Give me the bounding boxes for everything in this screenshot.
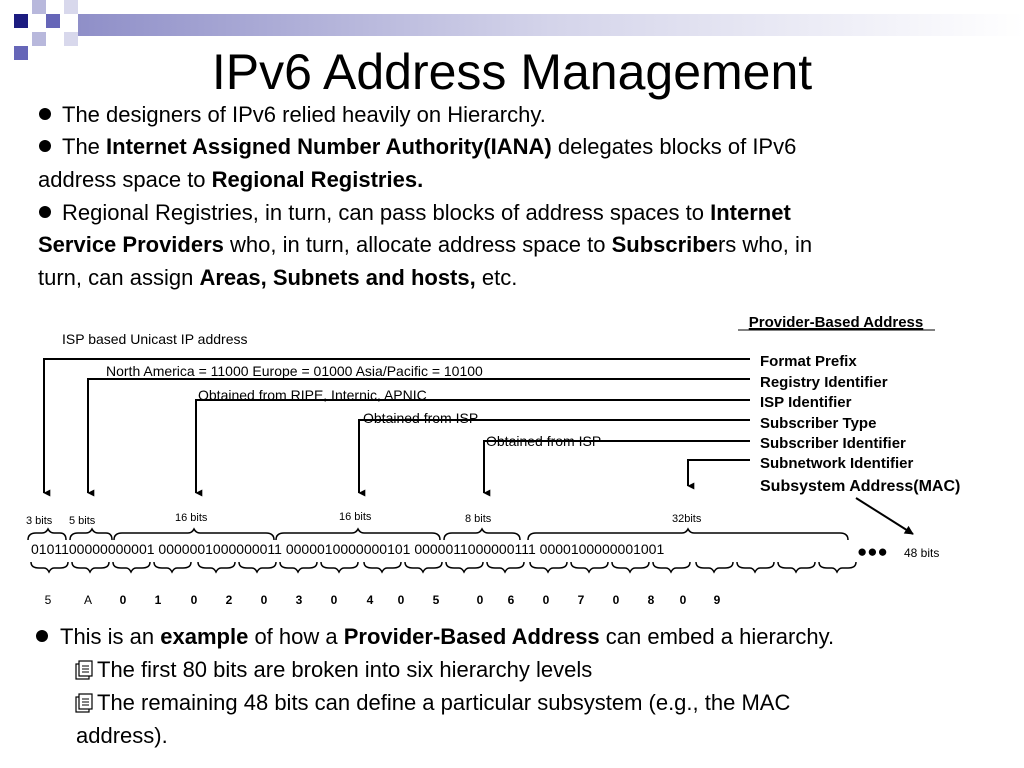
binary-address: 0101100000000001 0000001000000011 0000010000000101 0000011000000111 0000100000001001 bbox=[31, 541, 665, 557]
title-bar bbox=[78, 14, 1024, 36]
hex-digit: 5 bbox=[44, 593, 52, 607]
hex-digit: 4 bbox=[366, 593, 374, 607]
field-isp-identifier: ISP Identifier bbox=[760, 394, 852, 411]
hex-digit: 5 bbox=[432, 593, 440, 607]
bullet-2-line2: address space to Regional Registries. bbox=[38, 167, 424, 192]
lower-braces bbox=[31, 562, 856, 572]
field-subscriber-type: Subscriber Type bbox=[760, 415, 877, 432]
hex-digit: 0 bbox=[119, 593, 127, 607]
address-diagram bbox=[26, 314, 960, 607]
bullet-3-line1: Regional Registries, in turn, can pass blocks of address spaces to Internet bbox=[62, 200, 791, 225]
hex-digit: 1 bbox=[154, 593, 162, 607]
bit-width-16b: 16 bits bbox=[339, 511, 372, 523]
bit-width-32: 32bits bbox=[672, 513, 702, 525]
field-format-prefix: Format Prefix bbox=[760, 353, 857, 370]
bullet-dot bbox=[39, 140, 51, 152]
bit-width-5: 5 bits bbox=[69, 515, 96, 527]
hex-digit: 0 bbox=[476, 593, 484, 607]
hex-digit: 6 bbox=[507, 593, 515, 607]
bit-width-16a: 16 bits bbox=[175, 512, 208, 524]
obtained-isp-1: Obtained from ISP bbox=[363, 410, 479, 426]
hex-digit: A bbox=[83, 593, 93, 607]
notepad-icon bbox=[76, 694, 92, 712]
hex-digit: 3 bbox=[295, 593, 303, 607]
registry-codes: North America = 11000 Europe = 01000 Asia/Pacific = 10100 bbox=[106, 363, 483, 379]
bullet-dot bbox=[36, 630, 48, 642]
hex-digit: 0 bbox=[679, 593, 687, 607]
isp-caption: ISP based Unicast IP address bbox=[62, 331, 248, 347]
sub-bullet-2-line2: address). bbox=[76, 723, 168, 748]
bullet-dot bbox=[39, 206, 51, 218]
field-subsystem-address: Subsystem Address(MAC) bbox=[760, 478, 961, 495]
obtained-isp-2: Obtained from ISP bbox=[486, 433, 602, 449]
hex-digit: 0 bbox=[612, 593, 620, 607]
hex-digit: 0 bbox=[397, 593, 405, 607]
hex-digit: 8 bbox=[647, 593, 655, 607]
hex-digit: 9 bbox=[713, 593, 721, 607]
field-subnetwork-identifier: Subnetwork Identifier bbox=[760, 455, 914, 472]
bottom-bullets bbox=[36, 624, 834, 748]
hex-digit: 2 bbox=[225, 593, 233, 607]
diagram-heading: Provider-Based Address bbox=[748, 314, 924, 331]
upper-braces bbox=[28, 529, 848, 540]
bit-width-8: 8 bits bbox=[465, 513, 492, 525]
bullet-2-line1: The Internet Assigned Number Authority(IANA) delegates blocks of IPv6 bbox=[62, 134, 797, 159]
bottom-line-1: This is an example of how a Provider-Based Address can embed a hierarchy. bbox=[60, 624, 835, 649]
bullet-1: The designers of IPv6 relied heavily on Hierarchy. bbox=[62, 102, 546, 127]
field-subscriber-identifier: Subscriber Identifier bbox=[760, 435, 906, 452]
sub-bullet-2-line1: The remaining 48 bits can define a particular subsystem (e.g., the MAC bbox=[97, 690, 791, 715]
bullet-dot bbox=[39, 108, 51, 120]
bit-width-3: 3 bits bbox=[26, 515, 53, 527]
notepad-icon bbox=[76, 661, 92, 679]
hex-digit: 0 bbox=[542, 593, 550, 607]
ellipsis-dots: ●●● bbox=[857, 542, 888, 561]
sub-bullet-1: The first 80 bits are broken into six hierarchy levels bbox=[97, 657, 593, 682]
hex-digit: 0 bbox=[330, 593, 338, 607]
hex-digit: 0 bbox=[260, 593, 268, 607]
logo-squares bbox=[14, 0, 78, 60]
obtained-ripe: Obtained from RIPE, Internic, APNIC bbox=[198, 387, 427, 403]
hex-digit: 0 bbox=[190, 593, 198, 607]
bullet-3-line2: Service Providers who, in turn, allocate address space to Subscribers who, in bbox=[38, 232, 813, 257]
bits-48: 48 bits bbox=[904, 546, 940, 560]
page-title: IPv6 Address Management bbox=[211, 44, 813, 100]
hex-digits bbox=[45, 593, 721, 607]
bullet-3-line3: turn, can assign Areas, Subnets and hosts, etc. bbox=[38, 265, 518, 290]
bullet-list bbox=[38, 102, 812, 290]
hex-digit: 7 bbox=[577, 593, 585, 607]
field-registry-identifier: Registry Identifier bbox=[760, 374, 888, 391]
